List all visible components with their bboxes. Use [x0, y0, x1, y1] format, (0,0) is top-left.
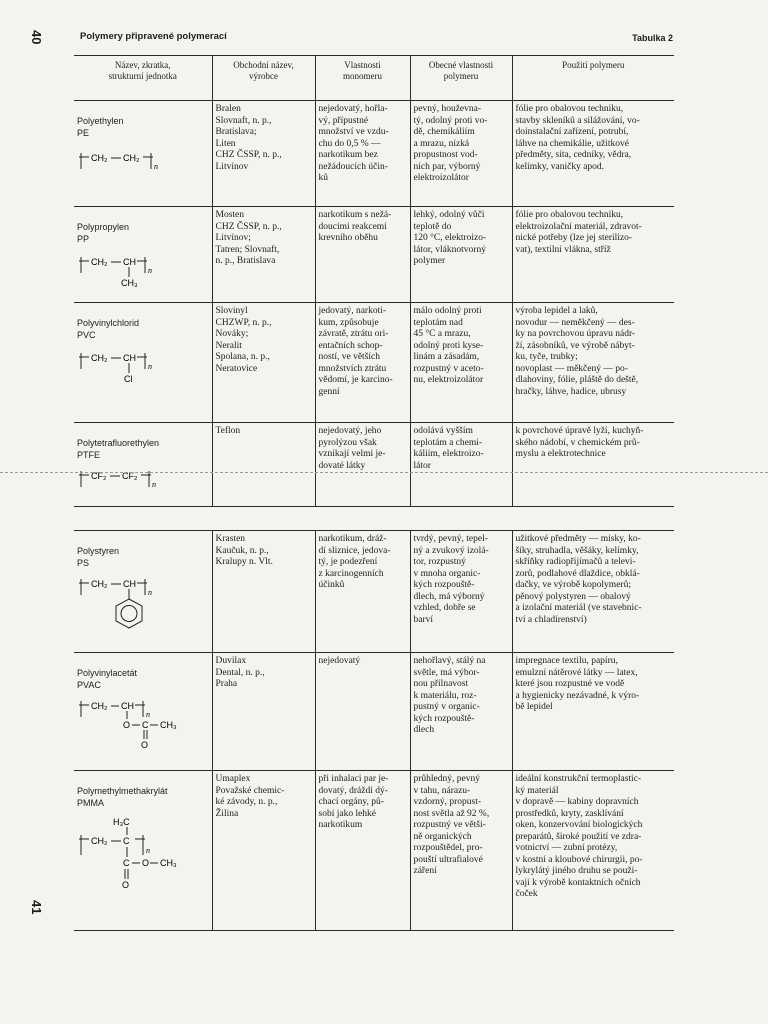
polymer-use-cell: impregnace textilu, papíru, emulzní nátěrové látky — latex, které jsou rozpustné ve vodě a hygienicky nezávadné, k výro- bě lepidel: [512, 653, 674, 771]
monomer-props-cell: nejedovatý, jeho pyrolýzou však vznikají velmi je- dovaté látky: [315, 423, 410, 507]
page-title: Polymery připravené polymerací: [80, 31, 227, 42]
formula-text: CH₃: [121, 277, 138, 288]
table-row: [74, 653, 674, 771]
formula-text: Cl: [124, 373, 133, 384]
polymer-props-cell: odolává vyšším teplotám a chemi- káliím, elektroizo- látor: [410, 423, 512, 507]
polymer-name: Polystyren PS: [77, 545, 120, 568]
page-divider: [0, 472, 768, 474]
trade-name-cell: Umaplex Považské chemic- ké závody, n. p., Žilina: [212, 771, 315, 931]
formula-text: CH₂: [91, 578, 108, 589]
polymer-name: Polyvinylchlorid PVC: [77, 317, 140, 340]
formula-text: n: [152, 479, 156, 489]
page-number-top: 40: [29, 30, 44, 45]
polymer-name-cell: [74, 101, 212, 207]
polymer-props-cell: průhledný, pevný v tahu, nárazu- vzdorný, propust- nost světla až 92 %, rozpustný ve větši- ně organických rozpouštědel, pro- pouští ultrafialové záření: [410, 771, 512, 931]
formula-text: n: [146, 845, 150, 855]
formula-text: n: [148, 265, 152, 275]
formula-text: n: [148, 361, 152, 371]
table-row: [74, 771, 674, 931]
formula-text: H₃C: [113, 816, 130, 827]
formula-text: CH: [123, 578, 136, 589]
polymer-use-cell: ideální konstrukční termoplastic- ký materiál v dopravě — kabiny dopravních prostředků, kryty, zasklívání oken, konzervování biologických preparátů, široké použití ve zdra- votnictví — zubní protézy, v kostní a kloubové chirurgii, po- lykrylátý jiného druhu se použí- vají k výrobě kontaktních očních čoček: [512, 771, 674, 931]
trade-name-cell: Mosten CHZ ČSSP, n. p., Litvínov; Tatren; Slovnaft, n. p., Bratislava: [212, 207, 315, 303]
structure-formula-pvac: [77, 697, 187, 757]
formula-text: O: [141, 739, 149, 750]
polymer-props-cell: pevný, houževna- tý, odolný proti vo- dě, chemikáliím a mrazu, nízká propustnost vod- ních par, výborný elektroizolátor: [410, 101, 512, 207]
polymer-props-cell: nehořlavý, stálý na světle, má výbor- nou přilnavost k materiálu, roz- pustný v organic- kých rozpouště- dlech: [410, 653, 512, 771]
formula-text: CF₂: [122, 470, 138, 481]
formula-text: CH₃: [160, 857, 177, 868]
formula-text: CH₂: [91, 152, 108, 163]
trade-name-cell: Slovinyl CHZWP, n. p., Nováky; Neralit Spolana, n. p., Neratovice: [212, 303, 315, 423]
table-row: [74, 531, 674, 653]
formula-text: CH: [121, 700, 134, 711]
formula-text: CF₂: [91, 470, 107, 481]
structure-formula-ptfe: [77, 467, 177, 493]
polymer-use-cell: užitkové předměty — misky, ko- šíky, struhadla, věšáky, kelímky, skříňky radiopřijímačů a televi- zorů, podlahové dlaždice, obklá- dačky, ve výrobě kopolymerů; pěnový polystyren — obalový a izolační materiál (ve stavebnic- tví a chladírenství): [512, 531, 674, 653]
formula-text: C: [123, 857, 130, 868]
trade-name-cell: Krasten Kaučuk, n. p., Kralupy n. Vlt.: [212, 531, 315, 653]
monomer-props-cell: při inhalaci par je- dovatý, dráždí dý- chací orgány, pů- sobí jako lehké narkotikum: [315, 771, 410, 931]
polymer-use-cell: výroba lepidel a laků, novodur — neměkčený — des- ky na povrchovou úpravu nádr- ží, zásobníků, ve výrobě nábyt- ku, tyče, trubky; novoplast — měkčený — po- dlahoviny, fólie, pláště do deště, hračky, láhve, hadice, ubrusy: [512, 303, 674, 423]
polymer-name: Polyvinylacetát PVAC: [77, 667, 138, 690]
page-number-bottom: 41: [29, 900, 44, 915]
monomer-props-cell: jedovatý, narkoti- kum, způsobuje závratě, ztrátu ori- entačních schop- ností, ve větších množstvích ztrátu vědomí, je karcino- genní: [315, 303, 410, 423]
column-header: Použití polymeru: [512, 56, 674, 101]
table-header-row: [74, 56, 674, 101]
monomer-props-cell: narkotikum s nežá- doucími reakcemi krevního oběhu: [315, 207, 410, 303]
formula-text: CH₂: [91, 256, 108, 267]
column-header: Obecné vlastnosti polymeru: [410, 56, 512, 101]
table-row: [74, 303, 674, 423]
formula-text: CH₂: [123, 152, 140, 163]
formula-text: CH₂: [91, 352, 108, 363]
table-label: Tabulka 2: [632, 33, 673, 43]
polymer-name-cell: [74, 771, 212, 931]
formula-text: n: [148, 587, 152, 597]
monomer-props-cell: narkotikum, dráž- dí sliznice, jedova- tý, je podezření z karcinogenních účinků: [315, 531, 410, 653]
column-header: Obchodní název, výrobce: [212, 56, 315, 101]
formula-text: CH₂: [91, 700, 108, 711]
formula-text: O: [122, 879, 130, 890]
table-row: [74, 101, 674, 207]
formula-text: CH: [123, 256, 136, 267]
polymer-name: Polyethylen PE: [77, 115, 124, 138]
polymer-name-cell: [74, 531, 212, 653]
structure-formula-pvc: [77, 347, 177, 385]
polymer-props-cell: lehký, odolný vůči teplotě do 120 °C, elektroizo- látor, vláknotvorný polymer: [410, 207, 512, 303]
polymer-name-cell: [74, 653, 212, 771]
polymer-use-cell: fólie pro obalovou techniku, stavby skleníků a silážování, vo- doinstalační zařízení, potrubí, láhve na chemikálie, užitkové předměty, síta, cedníky, vědra, kelímky, vaničky apod.: [512, 101, 674, 207]
trade-name-cell: Bralen Slovnaft, n. p., Bratislava; Liten CHZ ČSSP, n. p., Litvínov: [212, 101, 315, 207]
column-header: Vlastnosti monomeru: [315, 56, 410, 101]
polymer-table-top: [74, 55, 674, 507]
structure-formula-pp: [77, 251, 177, 289]
formula-text: CH₃: [160, 719, 177, 730]
polymer-name-cell: [74, 303, 212, 423]
polymer-use-cell: fólie pro obalovou techniku, elektroizolační materiál, zdravot- nické potřeby (lze jej sterilizo- vat), textilní vlákna, stříž: [512, 207, 674, 303]
formula-text: CH: [123, 352, 136, 363]
polymer-use-cell: k povrchové úpravě lyží, kuchyň- ského nádobí, v chemickém prů- myslu a elektrotechnice: [512, 423, 674, 507]
polymer-name: Polymethylmethakrylát PMMA: [77, 785, 168, 808]
polymer-name: Polytetrafluorethylen PTFE: [77, 437, 160, 460]
table-row: [74, 423, 674, 507]
polymer-props-cell: málo odolný proti teplotám nad 45 °C a mrazu, odolný proti kyse- linám a zásadám, rozpustný v aceto- nu, elektroizolátor: [410, 303, 512, 423]
polymer-name-cell: [74, 423, 212, 507]
structure-formula-pe: [77, 145, 177, 177]
trade-name-cell: Teflon: [212, 423, 315, 507]
polymer-name-cell: [74, 207, 212, 303]
formula-text: n: [154, 161, 158, 171]
formula-text: C: [142, 719, 149, 730]
structure-formula-ps: [77, 575, 177, 639]
monomer-props-cell: nejedovatý: [315, 653, 410, 771]
structure-formula-pmma: [77, 815, 197, 907]
trade-name-cell: Duvilax Dental, n. p., Praha: [212, 653, 315, 771]
polymer-props-cell: tvrdý, pevný, tepel- ný a zvukový izolá- tor, rozpustný v mnoha organic- kých rozpouště- dlech, má výborný vzhled, dobře se barví: [410, 531, 512, 653]
polymer-name: Polypropylen PP: [77, 221, 130, 244]
polymer-table-bottom: [74, 530, 674, 931]
table-row: [74, 207, 674, 303]
formula-text: n: [146, 709, 150, 719]
formula-text: CH₂: [91, 835, 108, 846]
column-header: Název, zkratka, strukturní jednotka: [74, 56, 212, 101]
formula-text: C: [123, 835, 130, 846]
monomer-props-cell: nejedovatý, hořla- vý, přípustné množství ve vzdu- chu do 0,5 % — narkotikum bez nežádoucích účin- ků: [315, 101, 410, 207]
formula-text: O: [142, 857, 150, 868]
formula-text: O: [123, 719, 131, 730]
